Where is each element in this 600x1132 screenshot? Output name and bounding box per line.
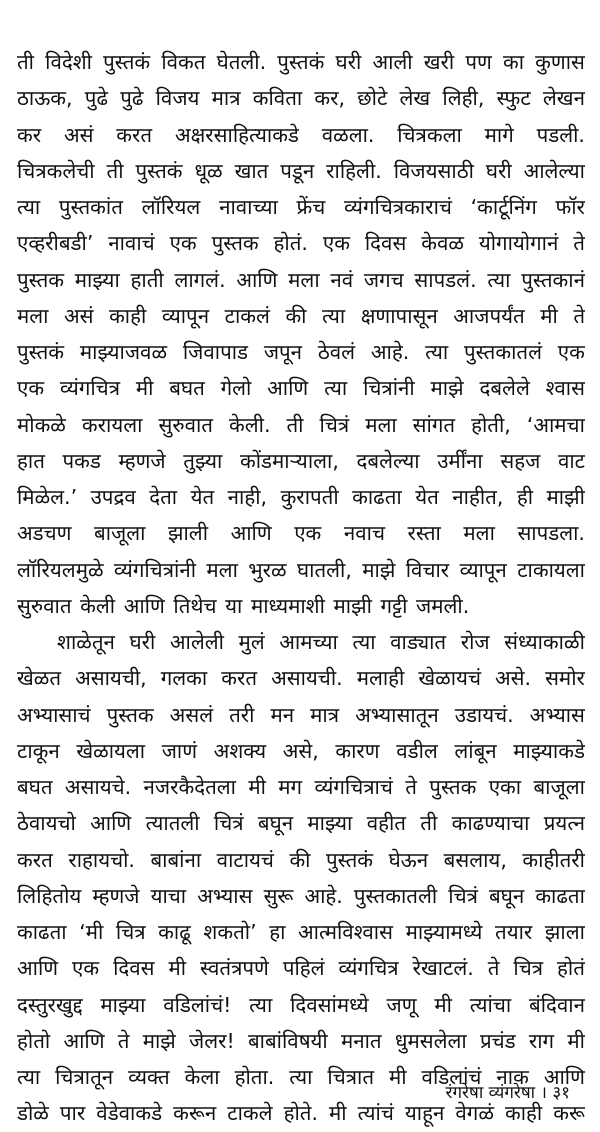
text-line: टाकून खेळायला जाणं अशक्य असे, कारण वडील लांबून माझ्याकडे <box>17 738 585 763</box>
text-line: मोकळे करायला सुरुवात केली. ती चित्रं मला सांगत होती, ‘आमचा <box>17 412 585 437</box>
text-line: मला असं काही व्यापून टाकलं की त्या क्षणापासून आजपर्यंत मी ते <box>17 303 585 328</box>
text-line: ठेवायचो आणि त्यातली चित्रं बघून माझ्या वहीत ती काढण्याचा प्रयत्न <box>17 811 585 836</box>
text-line: होतो आणि ते माझे जेलर! बाबांविषयी मनात धुमसलेला प्रचंड राग मी <box>17 1028 585 1053</box>
text-line: एव्हरीबडी’ नावाचं एक पुस्तक होतं. एक दिवस केवळ योगायोगानं ते <box>17 231 585 256</box>
text-line: लिहितोय म्हणजे याचा अभ्यास सुरू आहे. पुस्तकातली चित्रं बघून काढता <box>17 883 585 908</box>
text-line: ठाऊक, पुढे पुढे विजय मात्र कविता कर, छोटे लेख लिही, स्फुट लेखन <box>17 86 585 111</box>
text-line: कर असं करत अक्षरसाहित्याकडे वळला. चित्रकला मागे पडली. <box>17 122 585 147</box>
text-line: करत राहायचो. बाबांना वाटायचं की पुस्तकं घेऊन बसलाय, काहीतरी <box>17 847 585 872</box>
text-line: चित्रकलेची ती पुस्तकं धूळ खात पडून राहिली. विजयसाठी घरी आलेल्या <box>17 158 585 183</box>
text-line: पुस्तक माझ्या हाती लागलं. आणि मला नवं जगच सापडलं. त्या पुस्तकानं <box>17 267 585 292</box>
text-line: आणि एक दिवस मी स्वतंत्रपणे पहिलं व्यंगचित्र रेखाटलं. ते चित्र होतं <box>17 956 585 981</box>
text-line: हात पकड म्हणजे तुझ्या कोंडमाऱ्याला, दबलेल्या उर्मींना सहज वाट <box>17 448 585 473</box>
text-line: शाळेतून घरी आलेली मुलं आमच्या त्या वाड्यात रोज संध्याकाळी <box>57 630 585 654</box>
text-line: त्या चित्रातून व्यक्त केला होता. त्या चित्रात मी वडिलांचं नाक आणि <box>17 1065 585 1089</box>
text-line: लॉरियलमुळे व्यंगचित्रांनी मला भुरळ घातली, माझे विचार व्यापून टाकायला <box>17 557 585 582</box>
text-line: एक व्यंगचित्र मी बघत गेलो आणि त्या चित्रांनी माझे दबलेले श्वास <box>17 376 585 401</box>
text-line: अडचण बाजूला झाली आणि एक नवाच रस्ता मला सापडला. <box>17 521 585 546</box>
text-line: काढता ‘मी चित्र काढू शकतो’ हा आत्मविश्वास माझ्यामध्ये तयार झाला <box>17 920 585 944</box>
text-line: बघत असायचे. नजरकैदेतला मी मग व्यंगचित्राचं ते पुस्तक एका बाजूला <box>17 775 585 799</box>
text-line: डोळे पार वेडेवाकडे करून टाकले होते. मी त्यांचं याहून वेगळं काही करू <box>17 1101 585 1126</box>
text-line: सुरुवात केली आणि तिथेच या माध्यमाशी माझी गट्टी जमली. <box>17 593 470 618</box>
text-line: अभ्यासाचं पुस्तक असलं तरी मन मात्र अभ्यासातून उडायचं. अभ्यास <box>17 702 585 727</box>
text-line: मिळेल.’ उपद्रव देता येत नाही, कुरापती काढता येत नाहीत, ही माझी <box>17 485 585 509</box>
text-line: दस्तुरखुद्द माझ्या वडिलांचं! त्या दिवसांमध्ये जणू मी त्यांचा बंदिवान <box>17 992 585 1017</box>
page-footer: रंगरेषा व्यंगरेषा । ३१ <box>445 1083 570 1103</box>
text-line: ती विदेशी पुस्तकं विकत घेतली. पुस्तकं घरी आली खरी पण का कुणास <box>17 50 585 74</box>
body-text <box>17 44 585 1132</box>
text-line: पुस्तकं माझ्याजवळ जिवापाड जपून ठेवलं आहे. त्या पुस्तकातलं एक <box>17 340 585 364</box>
text-line: त्या पुस्तकांत लॉरियल नावाच्या फ्रेंच व्यंगचित्रकाराचं ‘कार्टूनिंग फॉर <box>17 195 585 219</box>
text-line: खेळत असायची, गलका करत असायची. मलाही खेळायचं असे. समोर <box>17 666 585 691</box>
